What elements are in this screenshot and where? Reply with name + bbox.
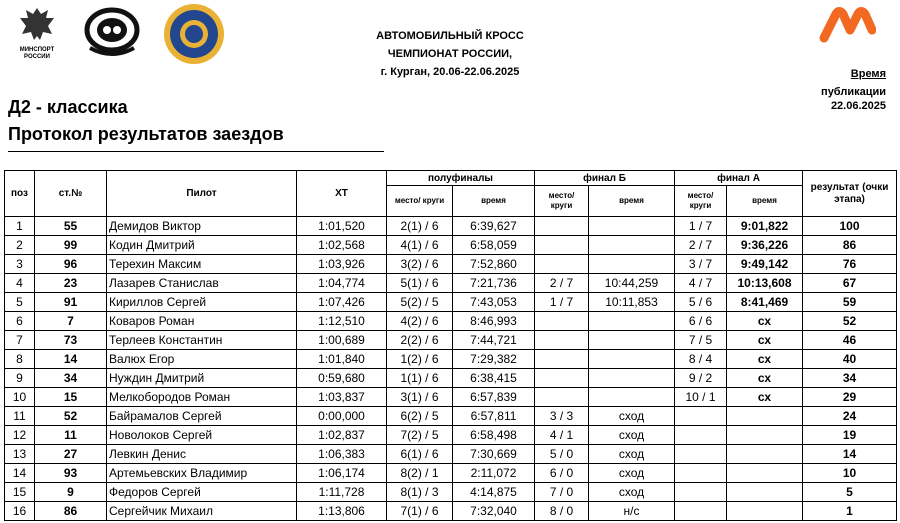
col-header-result: результат (очки этапа) — [803, 171, 897, 217]
cell-fa-place: 6 / 6 — [675, 312, 727, 331]
cell-xt: 0:59,680 — [297, 369, 387, 388]
fa-time-header: время — [727, 186, 803, 217]
cell-fb-time — [589, 331, 675, 350]
cell-sf-time: 6:58,498 — [453, 426, 535, 445]
cell-result: 52 — [803, 312, 897, 331]
cell-result: 76 — [803, 255, 897, 274]
results-table — [4, 170, 897, 521]
cell-fa-time: 9:01,822 — [727, 217, 803, 236]
cell-result: 29 — [803, 388, 897, 407]
cell-xt: 1:04,774 — [297, 274, 387, 293]
cell-fa-place: 3 / 7 — [675, 255, 727, 274]
cell-num: 99 — [35, 236, 107, 255]
cell-xt: 1:03,926 — [297, 255, 387, 274]
cell-xt: 1:01,840 — [297, 350, 387, 369]
table-row — [5, 445, 897, 464]
cell-fa-place: 4 / 7 — [675, 274, 727, 293]
cell-fb-time — [589, 350, 675, 369]
cell-sf-time: 7:29,382 — [453, 350, 535, 369]
brand-m-logo — [818, 4, 876, 46]
cell-pilot: Нуждин Дмитрий — [107, 369, 297, 388]
cell-xt: 1:03,837 — [297, 388, 387, 407]
cell-sf-place: 5(1) / 6 — [387, 274, 453, 293]
cell-pilot: Коваров Роман — [107, 312, 297, 331]
cell-fb-place: 4 / 1 — [535, 426, 589, 445]
cell-pilot: Новолоков Сергей — [107, 426, 297, 445]
sf-time-header: время — [453, 186, 535, 217]
cell-num: 91 — [35, 293, 107, 312]
event-title: АВТОМОБИЛЬНЫЙ КРОСС — [376, 30, 524, 42]
cell-pos: 9 — [5, 369, 35, 388]
cell-sf-place: 7(2) / 5 — [387, 426, 453, 445]
cell-pilot: Кодин Дмитрий — [107, 236, 297, 255]
cell-fa-place: 2 / 7 — [675, 236, 727, 255]
cell-num: 23 — [35, 274, 107, 293]
cell-pos: 11 — [5, 407, 35, 426]
event-championship: ЧЕМПИОНАТ РОССИИ, — [387, 48, 513, 60]
publication-date: 22.06.2025 — [830, 100, 886, 112]
cell-fb-place: 3 / 3 — [535, 407, 589, 426]
cell-sf-time: 7:43,053 — [453, 293, 535, 312]
cell-fb-place — [535, 369, 589, 388]
cell-fa-time — [727, 445, 803, 464]
fb-place-header: место/ круги — [535, 186, 589, 217]
cell-pilot: Мелкобородов Роман — [107, 388, 297, 407]
cell-pilot: Лазарев Станислав — [107, 274, 297, 293]
cell-result: 24 — [803, 407, 897, 426]
cell-result: 14 — [803, 445, 897, 464]
protocol-title: Протокол результатов заездов — [8, 124, 284, 144]
col-header-num: ст.№ — [35, 171, 107, 217]
cell-pos: 8 — [5, 350, 35, 369]
sf-place-header: место/ круги — [387, 186, 453, 217]
cell-pilot: Кириллов Сергей — [107, 293, 297, 312]
cell-xt: 0:00,000 — [297, 407, 387, 426]
cell-xt: 1:06,383 — [297, 445, 387, 464]
cell-fb-time — [589, 312, 675, 331]
cell-fa-place: 7 / 5 — [675, 331, 727, 350]
cell-pos: 12 — [5, 426, 35, 445]
minsport-logo-text: МИНСПОРТ РОССИИ — [19, 47, 55, 60]
cell-num: 55 — [35, 217, 107, 236]
col-header-final-b: финал Б — [535, 171, 675, 186]
cell-sf-place: 3(2) / 6 — [387, 255, 453, 274]
cell-fb-place — [535, 312, 589, 331]
cell-result: 46 — [803, 331, 897, 350]
cell-fb-time: н/с — [589, 502, 675, 521]
cell-pilot: Артемьевских Владимир — [107, 464, 297, 483]
cell-fb-place: 5 / 0 — [535, 445, 589, 464]
class-title: Д2 - классика — [8, 97, 128, 117]
cell-fb-time — [589, 388, 675, 407]
table-row — [5, 464, 897, 483]
cell-fb-time: 10:44,259 — [589, 274, 675, 293]
cell-pilot: Демидов Виктор — [107, 217, 297, 236]
cell-sf-time: 6:57,811 — [453, 407, 535, 426]
cell-fb-place — [535, 388, 589, 407]
cell-pilot: Терлеев Константин — [107, 331, 297, 350]
cell-sf-time: 6:39,627 — [453, 217, 535, 236]
cell-sf-time: 6:38,415 — [453, 369, 535, 388]
table-row — [5, 502, 897, 521]
cell-fa-place: 1 / 7 — [675, 217, 727, 236]
cell-sf-place: 6(2) / 5 — [387, 407, 453, 426]
col-header-pilot: Пилот — [107, 171, 297, 217]
table-row — [5, 274, 897, 293]
cell-fa-place — [675, 407, 727, 426]
cell-num: 52 — [35, 407, 107, 426]
cell-pilot: Терехин Максим — [107, 255, 297, 274]
cell-sf-place: 5(2) / 5 — [387, 293, 453, 312]
cell-pos: 15 — [5, 483, 35, 502]
cell-fa-time — [727, 407, 803, 426]
cell-num: 9 — [35, 483, 107, 502]
cell-pilot: Байрамалов Сергей — [107, 407, 297, 426]
cell-fa-time: 9:49,142 — [727, 255, 803, 274]
cell-fa-place: 5 / 6 — [675, 293, 727, 312]
cell-result: 5 — [803, 483, 897, 502]
results-body — [5, 217, 897, 521]
cell-pilot: Валюх Егор — [107, 350, 297, 369]
table-row — [5, 407, 897, 426]
cell-num: 34 — [35, 369, 107, 388]
cell-fb-place: 7 / 0 — [535, 483, 589, 502]
cell-fa-time — [727, 483, 803, 502]
cell-sf-time: 7:32,040 — [453, 502, 535, 521]
cell-xt: 1:02,568 — [297, 236, 387, 255]
cell-fb-place: 2 / 7 — [535, 274, 589, 293]
cell-fb-time — [589, 236, 675, 255]
cell-xt: 1:01,520 — [297, 217, 387, 236]
cell-sf-place: 4(1) / 6 — [387, 236, 453, 255]
table-row — [5, 312, 897, 331]
cell-num: 27 — [35, 445, 107, 464]
cell-result: 34 — [803, 369, 897, 388]
cell-sf-time: 2:11,072 — [453, 464, 535, 483]
double-headed-eagle-icon — [20, 8, 54, 40]
cell-pos: 13 — [5, 445, 35, 464]
cell-fb-place: 1 / 7 — [535, 293, 589, 312]
cell-pos: 1 — [5, 217, 35, 236]
table-row — [5, 350, 897, 369]
event-location-dates: г. Курган, 20.06-22.06.2025 — [380, 66, 520, 78]
cell-fb-place — [535, 350, 589, 369]
table-row — [5, 217, 897, 236]
cell-fa-time: сх — [727, 388, 803, 407]
cell-num: 93 — [35, 464, 107, 483]
cell-fa-place: 10 / 1 — [675, 388, 727, 407]
table-row — [5, 426, 897, 445]
cell-pos: 14 — [5, 464, 35, 483]
cell-num: 96 — [35, 255, 107, 274]
cell-fa-place — [675, 483, 727, 502]
cell-fa-time — [727, 464, 803, 483]
col-header-final-a: финал А — [675, 171, 803, 186]
cell-fa-place — [675, 502, 727, 521]
cell-pos: 16 — [5, 502, 35, 521]
cell-sf-time: 7:21,736 — [453, 274, 535, 293]
cell-fa-time: сх — [727, 312, 803, 331]
table-row — [5, 255, 897, 274]
cell-sf-place: 4(2) / 6 — [387, 312, 453, 331]
cell-xt: 1:11,728 — [297, 483, 387, 502]
cell-xt: 1:07,426 — [297, 293, 387, 312]
cell-fb-time: сход — [589, 407, 675, 426]
cell-result: 1 — [803, 502, 897, 521]
cell-sf-place: 1(1) / 6 — [387, 369, 453, 388]
cell-sf-time: 6:57,839 — [453, 388, 535, 407]
cell-fa-time: 9:36,226 — [727, 236, 803, 255]
cell-result: 86 — [803, 236, 897, 255]
cell-fb-time: сход — [589, 445, 675, 464]
cell-pilot: Федоров Сергей — [107, 483, 297, 502]
cell-sf-place: 1(2) / 6 — [387, 350, 453, 369]
cell-num: 86 — [35, 502, 107, 521]
cell-sf-time: 7:52,860 — [453, 255, 535, 274]
cell-sf-place: 3(1) / 6 — [387, 388, 453, 407]
cell-num: 7 — [35, 312, 107, 331]
federation-logo — [80, 6, 144, 58]
fa-place-header: место/ круги — [675, 186, 727, 217]
minsport-logo — [12, 4, 62, 66]
publication-time-label: Время — [850, 68, 886, 80]
cell-fb-time: 10:11,853 — [589, 293, 675, 312]
cell-xt: 1:02,837 — [297, 426, 387, 445]
fb-time-header: время — [589, 186, 675, 217]
cell-fa-time: сх — [727, 369, 803, 388]
cell-pos: 5 — [5, 293, 35, 312]
cell-sf-place: 8(2) / 1 — [387, 464, 453, 483]
cell-xt: 1:00,689 — [297, 331, 387, 350]
cell-fa-time: сх — [727, 331, 803, 350]
cell-fa-place — [675, 445, 727, 464]
cell-result: 100 — [803, 217, 897, 236]
cell-fa-time — [727, 502, 803, 521]
cell-sf-place: 8(1) / 3 — [387, 483, 453, 502]
cell-result: 40 — [803, 350, 897, 369]
cell-sf-place: 6(1) / 6 — [387, 445, 453, 464]
cell-fb-time: сход — [589, 464, 675, 483]
cell-fb-place — [535, 255, 589, 274]
cell-fa-time — [727, 426, 803, 445]
cell-num: 11 — [35, 426, 107, 445]
cell-fb-time — [589, 217, 675, 236]
cell-xt: 1:06,174 — [297, 464, 387, 483]
autocross-badge — [162, 2, 226, 66]
cell-fa-time: 10:13,608 — [727, 274, 803, 293]
cell-xt: 1:13,806 — [297, 502, 387, 521]
cell-fa-place: 8 / 4 — [675, 350, 727, 369]
cell-sf-time: 7:44,721 — [453, 331, 535, 350]
table-row — [5, 369, 897, 388]
cell-sf-place: 7(1) / 6 — [387, 502, 453, 521]
table-row — [5, 331, 897, 350]
cell-result: 67 — [803, 274, 897, 293]
cell-sf-place: 2(1) / 6 — [387, 217, 453, 236]
cell-num: 73 — [35, 331, 107, 350]
col-header-xt: XT — [297, 171, 387, 217]
cell-fb-time — [589, 255, 675, 274]
table-row — [5, 483, 897, 502]
cell-pilot: Левкин Денис — [107, 445, 297, 464]
table-row — [5, 236, 897, 255]
cell-fa-place: 9 / 2 — [675, 369, 727, 388]
cell-num: 15 — [35, 388, 107, 407]
cell-fa-place — [675, 464, 727, 483]
cell-fb-place: 6 / 0 — [535, 464, 589, 483]
cell-fa-time: сх — [727, 350, 803, 369]
cell-pilot: Сергейчик Михаил — [107, 502, 297, 521]
table-row — [5, 293, 897, 312]
publication-label: публикации — [821, 86, 886, 98]
cell-num: 14 — [35, 350, 107, 369]
cell-sf-place: 2(2) / 6 — [387, 331, 453, 350]
cell-pos: 6 — [5, 312, 35, 331]
cell-pos: 2 — [5, 236, 35, 255]
col-header-pos: поз — [5, 171, 35, 217]
cell-sf-time: 8:46,993 — [453, 312, 535, 331]
cell-result: 10 — [803, 464, 897, 483]
cell-fa-time: 8:41,469 — [727, 293, 803, 312]
cell-fb-time: сход — [589, 426, 675, 445]
cell-sf-time: 6:58,059 — [453, 236, 535, 255]
cell-sf-time: 4:14,875 — [453, 483, 535, 502]
cell-pos: 4 — [5, 274, 35, 293]
cell-result: 59 — [803, 293, 897, 312]
cell-result: 19 — [803, 426, 897, 445]
cell-fb-time — [589, 369, 675, 388]
cell-pos: 3 — [5, 255, 35, 274]
cell-xt: 1:12,510 — [297, 312, 387, 331]
cell-pos: 10 — [5, 388, 35, 407]
cell-sf-time: 7:30,669 — [453, 445, 535, 464]
cell-fb-place — [535, 331, 589, 350]
table-row — [5, 388, 897, 407]
cell-fb-place — [535, 217, 589, 236]
cell-pos: 7 — [5, 331, 35, 350]
cell-fb-place — [535, 236, 589, 255]
cell-fa-place — [675, 426, 727, 445]
cell-fb-place: 8 / 0 — [535, 502, 589, 521]
cell-fb-time: сход — [589, 483, 675, 502]
col-header-semifinals: полуфиналы — [387, 171, 535, 186]
title-divider — [8, 151, 384, 152]
